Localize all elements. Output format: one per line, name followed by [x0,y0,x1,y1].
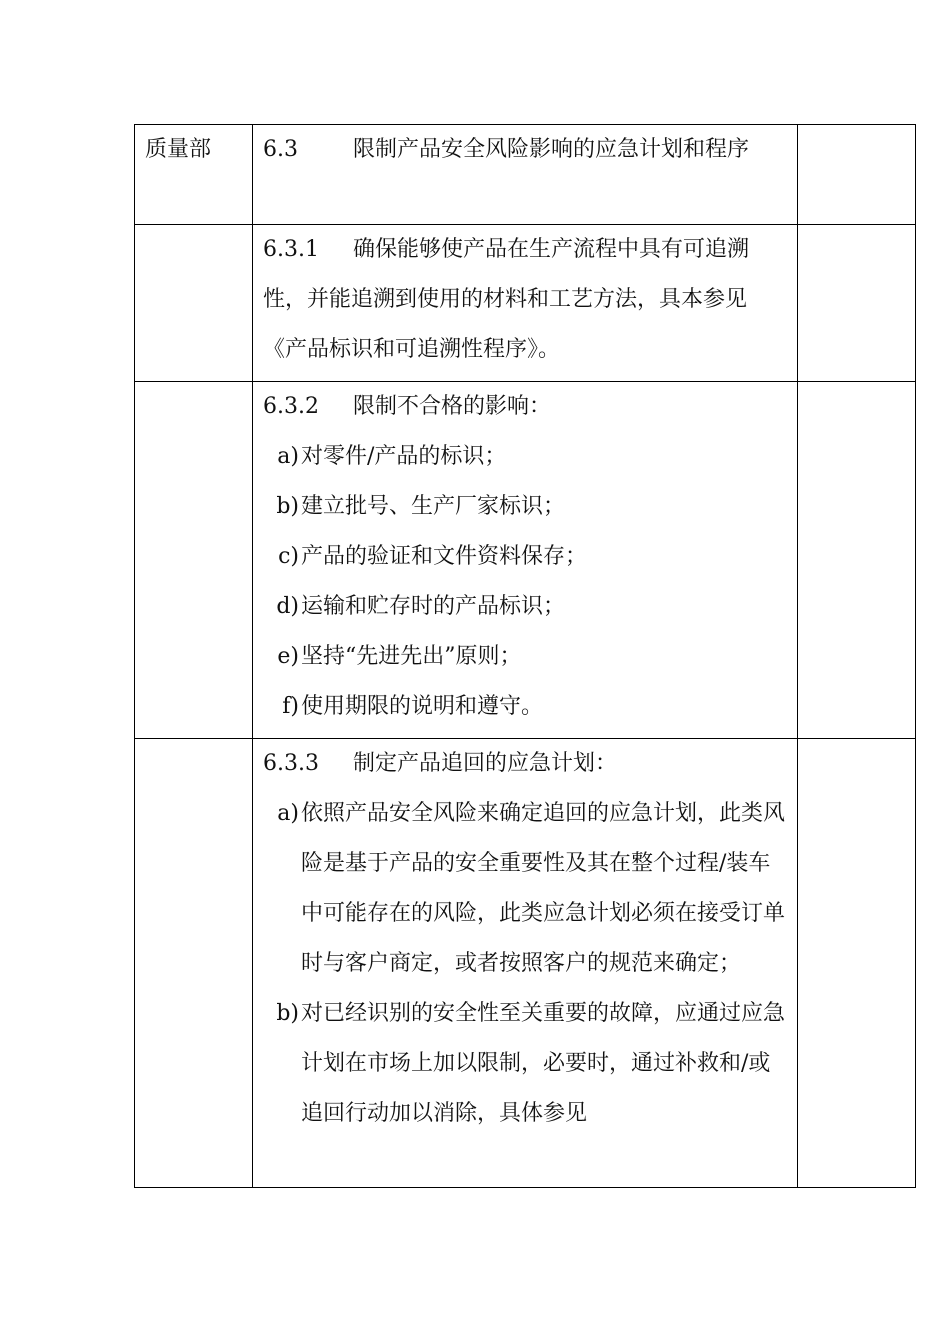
list-item [263,789,789,989]
section-title: 限制不合格的影响： [353,394,552,419]
remarks-cell [798,225,916,382]
list-marker: b) [276,494,299,519]
content-cell [253,225,798,382]
table-row [135,739,916,1188]
list-text: 对零件/产品的标识； [301,444,507,469]
department-label: 质量部 [145,137,212,162]
list-marker: a) [277,801,299,826]
procedure-table [134,124,916,1188]
department-cell [135,225,253,382]
department-label [135,739,252,749]
department-cell [135,125,253,225]
section-number: 6.3.1 [263,237,319,262]
section-number: 6.3 [263,137,298,162]
department-label [135,225,252,235]
list-marker: f) [282,694,299,719]
list-marker: d) [276,594,299,619]
list-item [263,482,789,532]
section-number: 6.3.3 [263,751,319,776]
list-marker: c) [278,544,299,569]
list-item [263,582,789,632]
section-heading-6-3-2 [263,382,789,432]
table-row [135,382,916,739]
content-cell [253,382,798,739]
list-text: 对已经识别的安全性至关重要的故障，应通过应急计划在市场上加以限制，必要时，通过补救和/或追回行动加以消除，具体参见 [301,1001,786,1126]
table-row [135,225,916,382]
list-marker: a) [277,444,299,469]
section-paragraph-6-3-1 [263,225,789,375]
section-text: 确保能够使产品在生产流程中具有可追溯性，并能追溯到使用的材料和工艺方法，具本参见《产品标识和可追溯性程序》。 [263,237,750,362]
list-item [263,532,789,582]
department-cell [135,739,253,1188]
remarks-cell [798,739,916,1188]
list-text: 依照产品安全风险来确定追回的应急计划，此类风险是基于产品的安全重要性及其在整个过程/装车中可能存在的风险，此类应急计划必须在接受订单时与客户商定，或者按照客户的规范来确定； [301,801,786,976]
section-number: 6.3.2 [263,394,319,419]
remarks-cell [798,125,916,225]
list-text: 坚持“先进先出”原则； [301,644,522,669]
list-text: 使用期限的说明和遵守。 [301,694,544,719]
table-row [135,125,916,225]
list-item [263,632,789,682]
list-item [263,989,789,1139]
section-title: 制定产品追回的应急计划： [353,751,618,776]
list-item [263,432,789,482]
list-item [263,682,789,732]
section-heading-6-3 [263,125,789,175]
list-text: 运输和贮存时的产品标识； [301,594,566,619]
content-cell [253,125,798,225]
list-text: 建立批号、生产厂家标识； [301,494,566,519]
department-cell [135,382,253,739]
list-text: 产品的验证和文件资料保存； [301,544,588,569]
content-cell [253,739,798,1188]
list-marker: e) [277,644,299,669]
section-heading-6-3-3 [263,739,789,789]
list-marker: b) [276,1001,299,1026]
department-label [135,382,252,392]
section-title: 限制产品安全风险影响的应急计划和程序 [353,137,750,162]
remarks-cell [798,382,916,739]
